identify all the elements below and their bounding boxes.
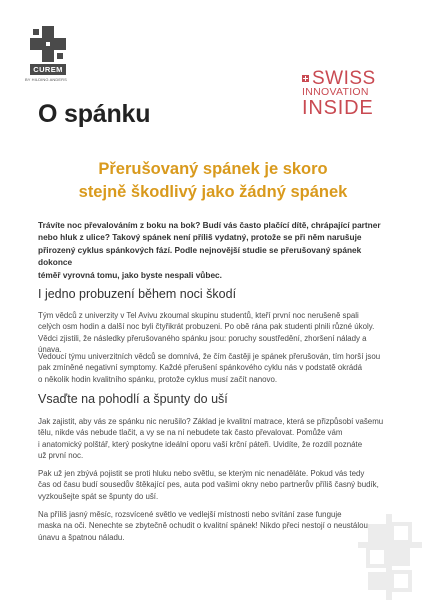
section2-paragraph2: [38, 468, 386, 502]
text-line: Vedoucí týmu univerzitních vědců se domnívá, že čím častěji je spánek přerušován, tím horší jsou: [38, 352, 381, 361]
text-line: už první noc.: [38, 451, 84, 461]
text-line: únavu a špatnou náladu.: [38, 532, 125, 542]
text-line: celých osm hodin a další noc byli čtyřikrát probuzeni. Po obě rána pak studenti plnili různé úkoly.: [38, 322, 375, 332]
text-line: vyzkoušejte spát se špunty do uší.: [38, 491, 159, 501]
intro-line: přirozený cyklus spánkových fází. Podle nejnovější studie se přerušovaný spánek dokonce: [38, 244, 362, 268]
text-line: čas od času budí sousedův štěkající pes, auta pod vašimi okny nebo partnerův příliš časný budík,: [38, 480, 379, 490]
text-line: Vědci zjistili, že následky přerušovaného spánku jsou: poruchy soustředění, zhoršení nálady a únava.: [38, 333, 367, 355]
text-line: i anatomický polštář, který poskytne ideální oporu vaší krční páteři. Uvidíte, že rozdíl poznáte: [38, 439, 363, 449]
intro-paragraph: [38, 219, 388, 281]
section1-paragraph2: [38, 351, 386, 385]
text-line: o několik hodin kvalitního spánku, protože cyklus musí začít nanovo.: [38, 374, 278, 384]
watermark-cross-icon: [358, 514, 422, 600]
text-line: Pak už jen zbývá pojistit se proti hluku nebo světlu, se kterým nic nenaděláte. Pokud vás tedy: [38, 469, 365, 478]
intro-line: Trávíte noc převalováním z boku na bok? Budí vás často plačící dítě, chrápající partner: [38, 220, 381, 230]
curem-cross-icon: [30, 26, 66, 62]
brand-name: CUREM: [30, 64, 66, 75]
headline-line: stejně škodlivý jako žádný spánek: [78, 183, 348, 201]
text-line: pak zmíněné negativní symptomy. Každé přerušení spánkového cyklu nás v podstatě okrádá: [38, 363, 362, 373]
intro-line: téměř vyrovná tomu, jako byste nespali vůbec.: [38, 269, 222, 280]
headline-line: Přerušovaný spánek je skoro: [98, 160, 328, 178]
badge-line3: INSIDE: [302, 97, 374, 119]
text-line: maska na oči. Nenechte se zbytečně ochudit o kvalitní spánek! Nikdo přeci nestojí o neustálou: [38, 521, 368, 531]
badge-line2: INNOVATION: [302, 86, 369, 98]
brand-tagline: BY HILDING ANDERS: [25, 77, 67, 82]
text-line: Tým vědců z univerzity v Tel Avivu zkoumal skupinu studentů, kteří první noc nerušeně spali: [38, 311, 359, 320]
brand-logo: [30, 26, 66, 80]
section1-paragraph1: [38, 310, 386, 356]
intro-line: nebo hluk z ulice? Takový spánek není příliš vydatný, protože se při něm narušuje: [38, 232, 362, 243]
section-heading: Vsaďte na pohodlí a špunty do uší: [38, 392, 228, 406]
swiss-innovation-badge: [302, 70, 382, 118]
swiss-flag-icon: [302, 75, 309, 82]
section2-paragraph1: [38, 416, 386, 462]
page-title: O spánku: [38, 100, 151, 128]
headline: [38, 158, 388, 204]
section2-paragraph3: [38, 509, 386, 543]
text-line: tělu, nikde vás nebude tlačit, a vy se na ní nebudete tak často převalovat. Pomůže vám: [38, 428, 343, 438]
text-line: Jak zajistit, aby vás ze spánku nic nerušilo? Základ je kvalitní matrace, která se přizpůsobí vašemu: [38, 417, 384, 426]
text-line: Na příliš jasný měsíc, rozsvícené světlo ve vedlejší místnosti nebo svítání zase funguje: [38, 510, 342, 519]
badge-line1: SWISS: [312, 68, 376, 89]
section-heading: I jedno probuzení během noci škodí: [38, 287, 237, 301]
